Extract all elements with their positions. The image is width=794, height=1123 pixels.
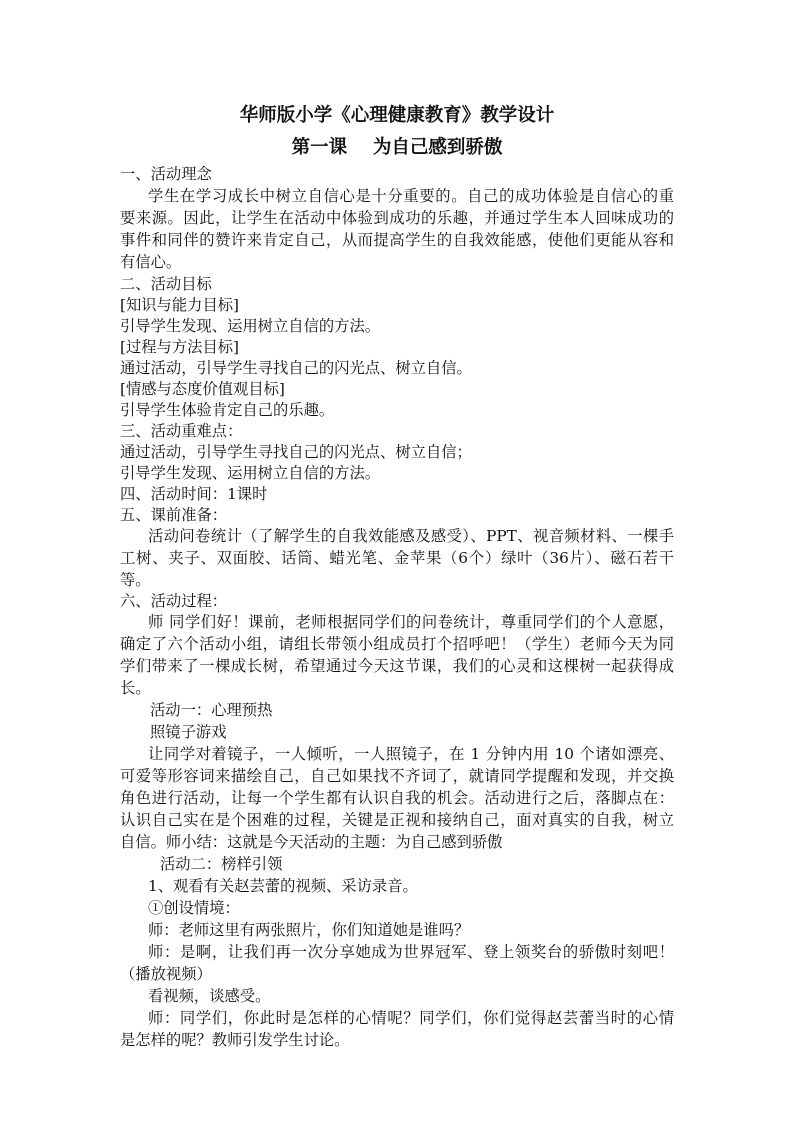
- paragraph-line: 师 同学们好！课前，老师根据同学们的问卷统计，尊重同学们的个人意愿，: [148, 613, 674, 631]
- paragraph-line: 1、观看有关赵芸蕾的视频、采访录音。: [148, 877, 418, 895]
- sub-heading: [情感与态度价值观目标]: [120, 380, 285, 398]
- activity-heading: 活动一：心理预热: [150, 701, 273, 719]
- paragraph-line: 要来源。因此，让学生在活动中体验到成功的乐趣，并通过学生本人回味成功的: [120, 209, 674, 227]
- paragraph-line: 角色进行活动，让每一个学生都有认识自我的机会。活动进行之后，落脚点在：: [120, 789, 674, 807]
- document-title: 华师版小学《心理健康教育》教学设计: [239, 105, 555, 126]
- lesson-title: 第一课 为自己感到骄傲: [291, 137, 503, 158]
- paragraph-line: 自信。师小结：这就是今天活动的主题：为自己感到骄傲: [120, 833, 503, 851]
- paragraph-line: 工树、夹子、双面胶、话筒、蜡光笔、金苹果（6个）绿叶（36片）、磁石若干: [120, 549, 674, 567]
- paragraph-line: 事件和同伴的赞许来肯定自己，从而提高学生的自我效能感，使他们更能从容和: [120, 231, 674, 249]
- paragraph-line: 看视频，谈感受。: [148, 987, 271, 1005]
- paragraph-line: 长。: [120, 679, 151, 697]
- paragraph-line: 是怎样的呢？教师引发学生讨论。: [120, 1031, 350, 1049]
- paragraph-line: 学生在学习成长中树立自信心是十分重要的。自己的成功体验是自信心的重: [148, 187, 674, 205]
- paragraph-line: 等。: [120, 571, 151, 589]
- section-heading: 四、活动时间：1课时: [120, 485, 268, 503]
- paragraph-line: 师：是啊，让我们再一次分享她成为世界冠军、登上领奖台的骄傲时刻吧！: [148, 943, 674, 961]
- section-heading: 二、活动目标: [120, 275, 212, 293]
- activity-heading: 活动二：榜样引领: [160, 855, 283, 873]
- paragraph-line: 通过活动，引导学生寻找自己的闪光点、树立自信。: [120, 359, 472, 377]
- paragraph-line: （播放视频）: [120, 965, 212, 983]
- sub-heading: [知识与能力目标]: [120, 296, 240, 314]
- paragraph-line: 师：同学们，你此时是怎样的心情呢？同学们，你们觉得赵芸蕾当时的心情: [148, 1009, 674, 1027]
- paragraph-line: 师：老师这里有两张照片，你们知道她是谁吗？: [148, 921, 470, 939]
- section-heading: 六、活动过程：: [120, 592, 228, 610]
- paragraph-line: 可爱等形容词来描绘自己，自己如果找不齐词了，就请同学提醒和发现，并交换: [120, 767, 674, 785]
- paragraph-line: 引导学生体验肯定自己的乐趣。: [120, 401, 335, 419]
- paragraph-line: 学们带来了一棵成长树，希望通过今天这节课，我们的心灵和这棵树一起获得成: [120, 657, 674, 675]
- section-heading: 五、课前准备：: [120, 506, 228, 524]
- paragraph-line: 引导学生发现、运用树立自信的方法。: [120, 464, 381, 482]
- paragraph-line: 有信心。: [120, 253, 182, 271]
- paragraph-line: 活动问卷统计（了解学生的自我效能感及感受）、PPT、视音频材料、一棵手: [148, 527, 674, 545]
- paragraph-line: ①创设情境：: [148, 899, 240, 917]
- paragraph-line: 让同学对着镜子，一人倾听，一人照镜子，在 1 分钟内用 10 个诸如漂亮、: [148, 745, 674, 763]
- section-heading: 一、活动理念: [120, 165, 212, 183]
- sub-heading: [过程与方法目标]: [120, 338, 240, 356]
- paragraph-line: 引导学生发现、运用树立自信的方法。: [120, 317, 381, 335]
- section-heading: 三、活动重难点：: [120, 422, 243, 440]
- paragraph-line: 确定了六个活动小组，请组长带领小组成员打个招呼吧！（学生）老师今天为同: [120, 635, 674, 653]
- paragraph-line: 认识自己实在是个困难的过程，关键是正视和接纳自己，面对真实的自我，树立: [120, 811, 674, 829]
- paragraph-line: 通过活动，引导学生寻找自己的闪光点、树立自信；: [120, 443, 472, 461]
- activity-subheading: 照镜子游戏: [150, 723, 227, 741]
